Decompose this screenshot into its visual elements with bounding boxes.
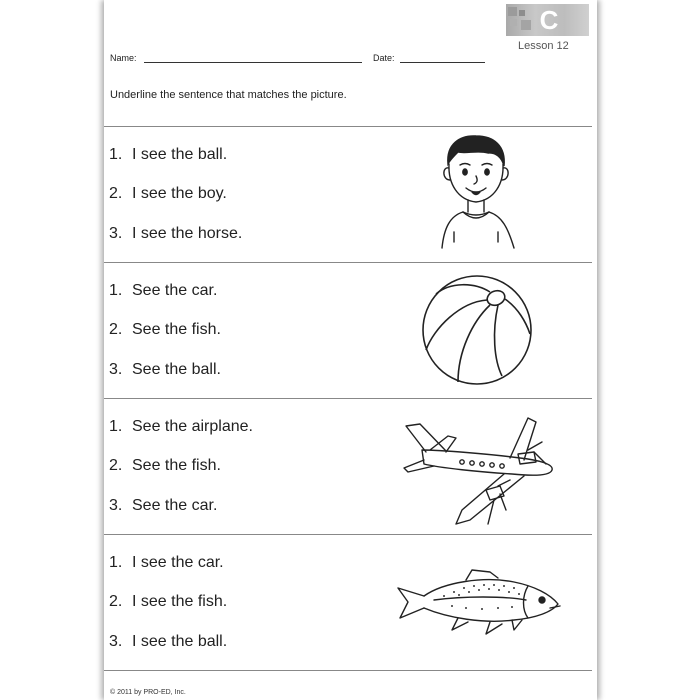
sentence-option[interactable]: 1. See the airplane. (109, 418, 253, 435)
instructions: Underline the sentence that matches the picture. (110, 89, 347, 101)
date-field[interactable] (400, 62, 485, 63)
section-divider (104, 534, 592, 535)
section-divider (104, 398, 592, 399)
lesson-label: Lesson 12 (518, 40, 569, 52)
worksheet-page (104, 0, 597, 700)
name-label: Name: (110, 53, 137, 63)
sentence-option[interactable]: 3. See the ball. (109, 361, 221, 378)
boy-picture (436, 132, 526, 252)
sentence-option[interactable]: 3. See the car. (109, 497, 218, 514)
level-letter: C (539, 5, 559, 35)
section-divider (104, 126, 592, 127)
sentence-option[interactable]: 2. I see the boy. (109, 185, 227, 202)
airplane-picture (400, 406, 560, 528)
level-badge (506, 4, 589, 36)
section-divider (104, 262, 592, 263)
date-label: Date: (373, 53, 395, 63)
fish-picture (394, 566, 564, 638)
beach-ball-picture (420, 272, 534, 388)
sentence-option[interactable]: 3. I see the horse. (109, 225, 243, 242)
section-divider (104, 670, 592, 671)
sentence-option[interactable]: 1. I see the ball. (109, 146, 228, 163)
sentence-option[interactable]: 2. I see the fish. (109, 593, 228, 610)
name-field[interactable] (144, 62, 362, 63)
sentence-option[interactable]: 3. I see the ball. (109, 633, 228, 650)
sentence-option[interactable]: 2. See the fish. (109, 457, 221, 474)
sentence-option[interactable]: 1. See the car. (109, 282, 218, 299)
sentence-option[interactable]: 1. I see the car. (109, 554, 224, 571)
sentence-option[interactable]: 2. See the fish. (109, 321, 221, 338)
copyright-notice: © 2011 by PRO-ED, Inc. (110, 689, 186, 696)
